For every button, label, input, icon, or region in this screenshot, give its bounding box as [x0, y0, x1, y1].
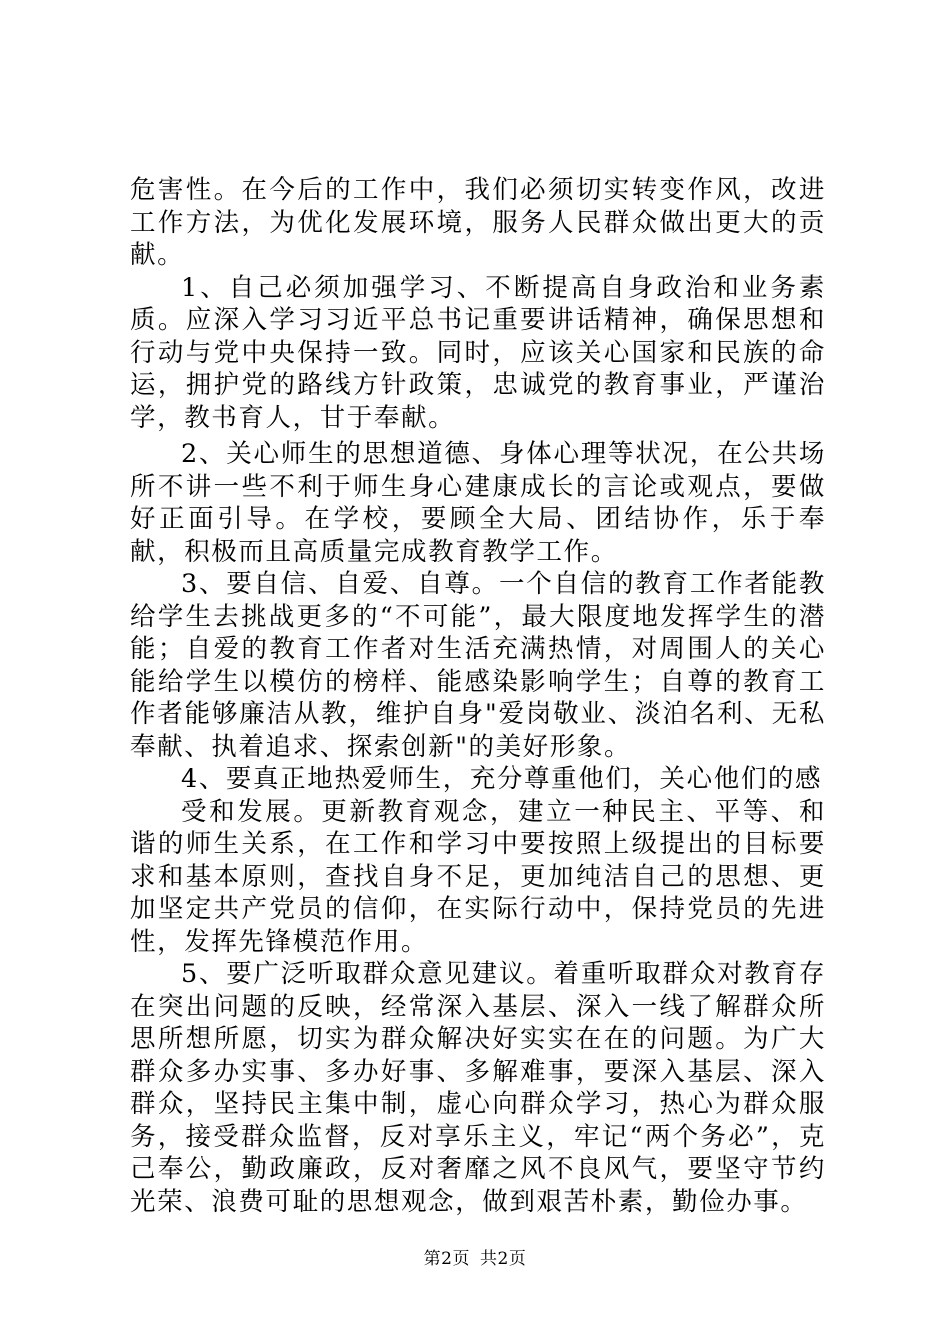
paragraph-item-4-body: 受和发展。更新教育观念，建立一种民主、平等、和谐的师生关系，在工作和学习中要按照上级提出的目标要求和基本原则，查找自身不足，更加纯洁自己的思想、更加坚定共产党员的信仰，在实际行动中，保持党员的先进性，发挥先锋模范作用。 [130, 796, 826, 957]
paragraph-item-1: 1、自己必须加强学习、不断提高自身政治和业务素质。应深入学习习近平总书记重要讲话精神，确保思想和行动与党中央保持一致。同时，应该关心国家和民族的命运，拥护党的路线方针政策，忠诚党的教育事业，严谨治学，教书育人，甘于奉献。 [130, 272, 826, 433]
paragraph-item-4-heading: 4、要真正地热爱师生，充分尊重他们，关心他们的感 [181, 764, 823, 794]
page-footer [0, 1248, 950, 1270]
paragraph-item-5: 5、要广泛听取群众意见建议。着重听取群众对教育存在突出问题的反映，经常深入基层、深入一线了解群众所思所想所愿，切实为群众解决好实实在在的问题。为广大群众多办实事、多办好事、多解难事，要深入基层、深入群众，坚持民主集中制，虚心向群众学习，热心为群众服务，接受群众监督，反对享乐主义，牢记“两个务必”，克己奉公，勤政廉政，反对奢靡之风不良风气，要坚守节约光荣、浪费可耻的思想观念，做到艰苦朴素，勤俭办事。 [130, 959, 826, 1217]
paragraph-continuation: 危害性。在今后的工作中，我们必须切实转变作风，改进工作方法，为优化发展环境，服务人民群众做出更大的贡献。 [130, 175, 826, 270]
page-number-total: 共2页 [480, 1249, 527, 1269]
paragraph-item-2: 2、关心师生的思想道德、身体心理等状况，在公共场所不讲一些不利于师生身心建康成长的言论或观点，要做好正面引导。在学校，要顾全大局、团结协作，乐于奉献，积极而且高质量完成教育教学工作。 [130, 439, 826, 567]
document-body [130, 174, 826, 1218]
page-number-current: 第2页 [423, 1249, 470, 1269]
paragraph-item-3: 3、要自信、自爱、自尊。一个自信的教育工作者能教给学生去挑战更多的“不可能”，最大限度地发挥学生的潜能；自爱的教育工作者对生活充满热情，对周围人的关心能给学生以模仿的榜样、能感染影响学生；自尊的教育工作者能够廉洁从教，维护自身"爱岗敬业、淡泊名利、无私奉献、执着追求、探索创新"的美好形象。 [130, 569, 826, 762]
